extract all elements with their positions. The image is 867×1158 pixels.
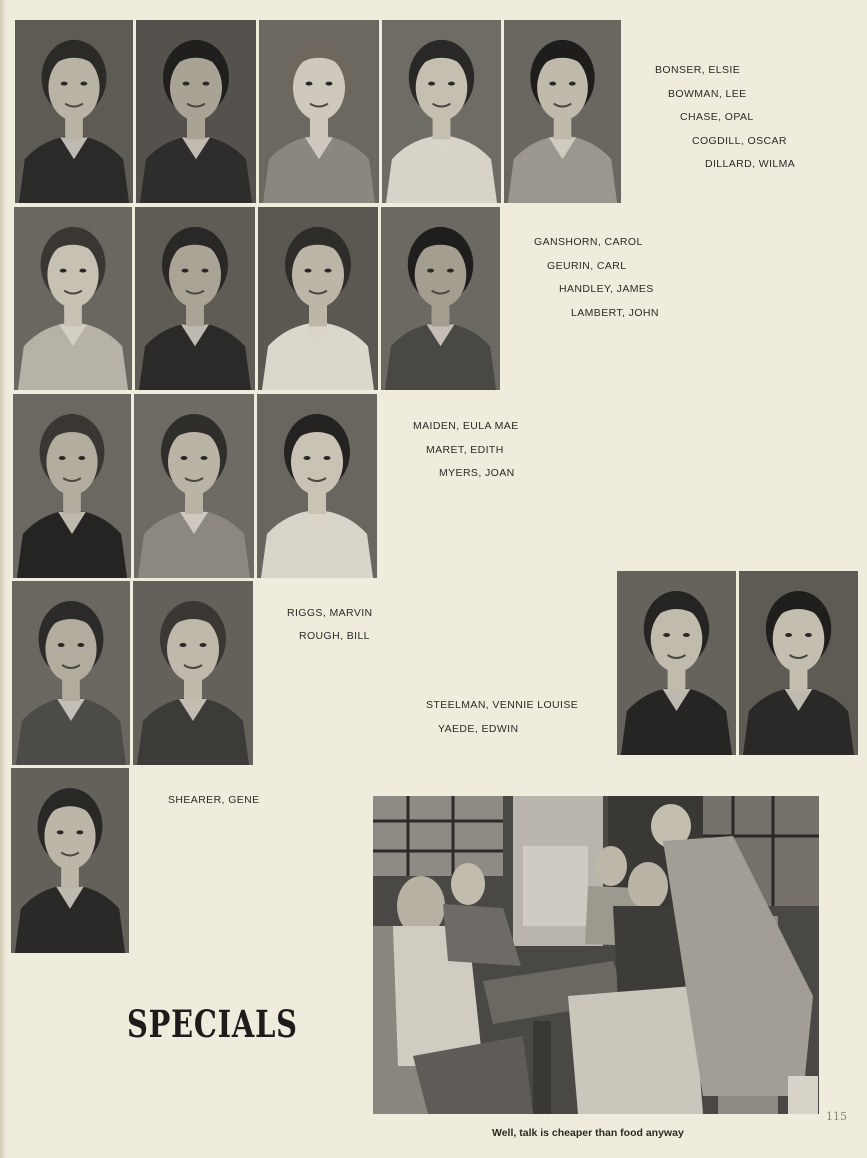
- portrait-name: ROUGH, BILL: [299, 630, 370, 642]
- portrait-photo: [12, 581, 130, 765]
- portrait-name: MAIDEN, EULA MAE: [413, 420, 519, 432]
- portrait-image: [15, 20, 133, 203]
- page-binding-edge: [0, 0, 6, 1158]
- portrait-photo: [258, 207, 378, 390]
- portrait-photo: [257, 394, 377, 578]
- portrait-name: BONSER, ELSIE: [655, 64, 741, 76]
- portrait-image: [257, 394, 377, 578]
- portrait-name: BOWMAN, LEE: [668, 88, 747, 100]
- portrait-name: GANSHORN, CAROL: [534, 236, 643, 248]
- portrait-name: RIGGS, MARVIN: [287, 607, 373, 619]
- portrait-photo: [13, 394, 131, 578]
- portrait-photo: [617, 571, 736, 755]
- portrait-name: DILLARD, WILMA: [705, 158, 796, 170]
- photo-caption: Well, talk is cheaper than food anyway: [492, 1127, 684, 1139]
- portrait-name: STEELMAN, VENNIE LOUISE: [426, 699, 579, 711]
- candid-group-photo: [373, 796, 819, 1114]
- portrait-image: [13, 394, 131, 578]
- portrait-photo: [381, 207, 500, 390]
- portrait-photo: [136, 20, 256, 203]
- portrait-image: [134, 394, 254, 578]
- portrait-photo: [382, 20, 501, 203]
- portrait-image: [259, 20, 379, 203]
- portrait-photo: [739, 571, 858, 755]
- portrait-image: [136, 20, 256, 203]
- portrait-photo: [134, 394, 254, 578]
- portrait-image: [12, 581, 130, 765]
- page-number: 115: [826, 1110, 847, 1123]
- portrait-name: HANDLEY, JAMES: [559, 283, 654, 295]
- portrait-name: MARET, EDITH: [426, 444, 504, 456]
- portrait-image: [14, 207, 132, 390]
- section-title: SPECIALS: [127, 1002, 298, 1046]
- portrait-image: [258, 207, 378, 390]
- portrait-photo: [259, 20, 379, 203]
- portrait-name: SHEARER, GENE: [168, 794, 260, 806]
- portrait-image: [133, 581, 253, 765]
- portrait-image: [135, 207, 255, 390]
- portrait-image: [504, 20, 621, 203]
- portrait-name: YAEDE, EDWIN: [438, 723, 519, 735]
- portrait-name: LAMBERT, JOHN: [571, 307, 659, 319]
- portrait-photo: [504, 20, 621, 203]
- portrait-photo: [133, 581, 253, 765]
- portrait-image: [617, 571, 736, 755]
- portrait-photo: [135, 207, 255, 390]
- portrait-image: [381, 207, 500, 390]
- portrait-image: [11, 768, 129, 953]
- portrait-name: GEURIN, CARL: [547, 260, 627, 272]
- portrait-name: COGDILL, OSCAR: [692, 135, 787, 147]
- portrait-photo: [15, 20, 133, 203]
- portrait-photo: [14, 207, 132, 390]
- portrait-image: [382, 20, 501, 203]
- portrait-name: MYERS, JOAN: [439, 467, 515, 479]
- portrait-name: CHASE, OPAL: [680, 111, 754, 123]
- portrait-image: [739, 571, 858, 755]
- portrait-photo: [11, 768, 129, 953]
